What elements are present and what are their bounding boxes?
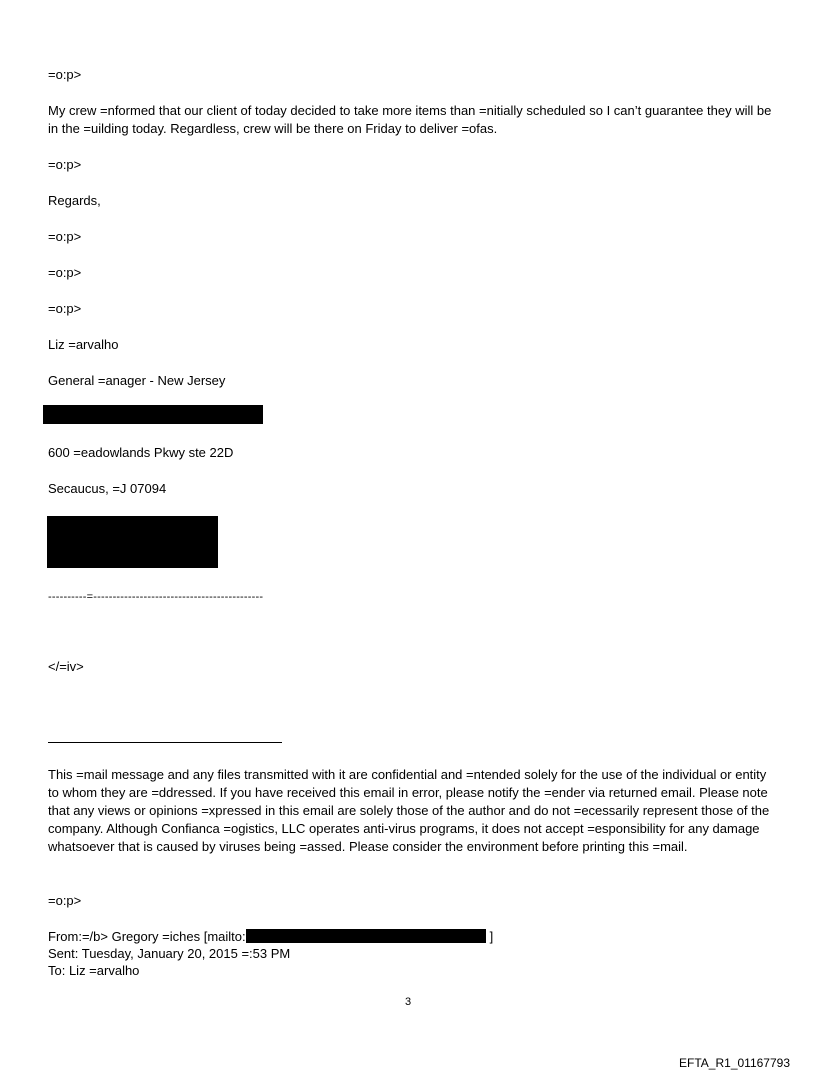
markup-fragment: =o:p> — [48, 157, 82, 172]
confidentiality-disclaimer: This =mail message and any files transmitted with it are confidential and =ntended solely for the use of the individual or entity to whom they are =ddressed. If you have received this email in error, please notify the =ender via returned email. Please note that any views or opinions =xpressed in this email are solely those of the author and do not =ecessarily represent those of the company. Although Confianca =ogistics, LLC operates anti-virus programs, it does not accept =esponsibility for any damage whatsoever that is caused by viruses being =assed. Please consider the environment before printing this =mail. — [48, 767, 770, 854]
from-label: From:=/b> Gregory =iches [mailto: — [48, 929, 246, 944]
page-number: 3 — [404, 996, 412, 1008]
forwarded-sent-line: Sent: Tuesday, January 20, 2015 =:53 PM — [48, 946, 291, 961]
closing-salutation: Regards, — [48, 193, 101, 208]
signature-address-line-1: 600 =eadowlands Pkwy ste 22D — [48, 445, 234, 460]
message-paragraph: My crew =nformed that our client of today decided to take more items than =nitially scheduled so I can’t guarantee they will be in the =uilding today. Regardless, crew will be there on Friday to deliver =ofas. — [48, 103, 772, 136]
markup-fragment: =o:p> — [48, 265, 82, 280]
signature-address-line-2: Secaucus, =J 07094 — [48, 481, 167, 496]
signature-name: Liz =arvalho — [48, 337, 119, 352]
document-id: EFTA_R1_01167793 — [679, 1056, 790, 1070]
from-suffix: ] — [489, 929, 494, 944]
markup-fragment: =o:p> — [48, 229, 82, 244]
markup-fragment: =o:p> — [48, 301, 82, 316]
markup-fragment: =o:p> — [48, 67, 82, 82]
forwarded-from-line — [48, 928, 493, 946]
signature-title: General =anager - New Jersey — [48, 373, 226, 388]
redaction-block — [43, 405, 263, 424]
forwarded-to-line: To: Liz =arvalho — [48, 963, 140, 978]
redaction-block — [47, 516, 218, 568]
markup-fragment: =o:p> — [48, 893, 82, 908]
markup-fragment: </=iv> — [48, 659, 84, 674]
signature-separator: ----------=-------------------------------------------- — [48, 591, 264, 603]
redaction-block — [246, 929, 486, 943]
divider-line — [48, 742, 282, 743]
